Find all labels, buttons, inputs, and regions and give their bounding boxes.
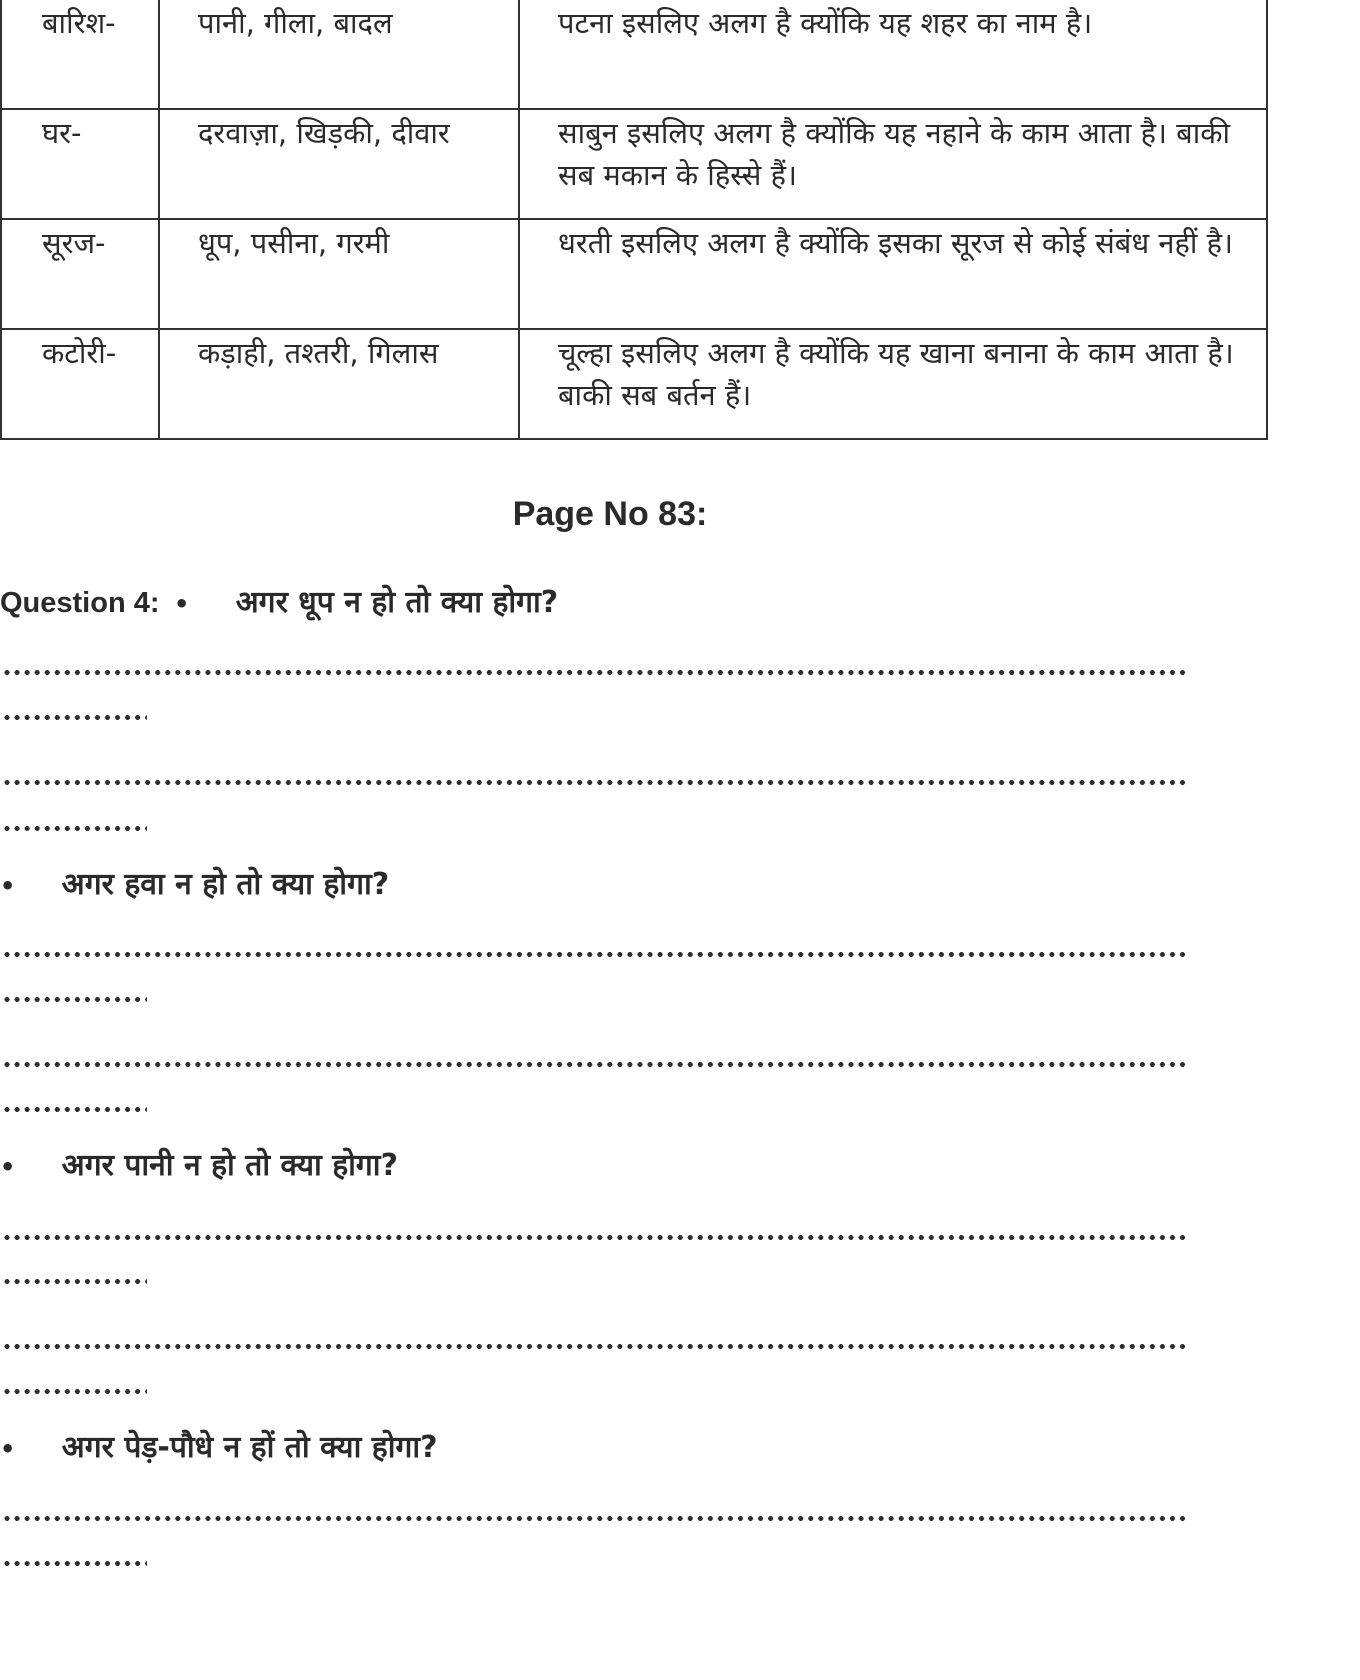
- related-words-cell: [159, 109, 519, 219]
- question-item: [0, 1425, 438, 1466]
- answer-line-continuation[interactable]: [2, 1389, 147, 1394]
- reason-cell: [519, 0, 1267, 109]
- word-text: सूरज-: [42, 226, 106, 260]
- page-heading: Page No 83:: [512, 495, 708, 533]
- odd-one-out-table: [0, 0, 1268, 440]
- reason-text: पटना इसलिए अलग है क्योंकि यह शहर का नाम है।: [558, 6, 1093, 40]
- table-row: [1, 219, 1267, 329]
- related-words-cell: [159, 219, 519, 329]
- answer-line[interactable]: [2, 1062, 1186, 1067]
- reason-cell: [519, 329, 1267, 439]
- answer-line[interactable]: [2, 1516, 1186, 1521]
- table-row: [1, 0, 1267, 109]
- reason-cell: [519, 109, 1267, 219]
- question-item: [0, 1143, 398, 1184]
- question-item: [0, 862, 389, 903]
- related-words-text: दरवाज़ा, खिड़की, दीवार: [198, 116, 450, 150]
- answer-line-continuation[interactable]: [2, 826, 147, 831]
- answer-line[interactable]: [2, 1235, 1186, 1240]
- table-row: [1, 329, 1267, 439]
- bullet-icon: •: [173, 589, 190, 618]
- question-text: अगर पेड़-पौधे न हों तो क्या होगा?: [61, 1430, 438, 1465]
- question-item: [0, 580, 558, 621]
- reason-text: धरती इसलिए अलग है क्योंकि इसका सूरज से कोई संबंध नहीं है।: [558, 226, 1233, 260]
- answer-line[interactable]: [2, 1344, 1186, 1349]
- word-cell: [1, 0, 159, 109]
- answer-line[interactable]: [2, 780, 1186, 785]
- answer-line-continuation[interactable]: [2, 715, 147, 720]
- answer-line-continuation[interactable]: [2, 997, 147, 1002]
- related-words-text: कड़ाही, तश्तरी, गिलास: [198, 336, 439, 370]
- question-text: अगर धूप न हो तो क्या होगा?: [235, 585, 559, 620]
- bullet-icon: •: [0, 1152, 16, 1181]
- related-words-text: पानी, गीला, बादल: [198, 6, 393, 40]
- word-cell: [1, 329, 159, 439]
- question-text: अगर पानी न हो तो क्या होगा?: [61, 1148, 398, 1183]
- related-words-text: धूप, पसीना, गरमी: [198, 226, 390, 260]
- reason-cell: [519, 219, 1267, 329]
- answer-line[interactable]: [2, 670, 1186, 675]
- answer-line-continuation[interactable]: [2, 1561, 147, 1566]
- word-text: बारिश-: [42, 6, 116, 40]
- word-cell: [1, 219, 159, 329]
- bullet-icon: •: [0, 871, 16, 900]
- answer-line[interactable]: [2, 952, 1186, 957]
- answer-line-continuation[interactable]: [2, 1107, 147, 1112]
- word-text: घर-: [42, 116, 82, 150]
- reason-text: चूल्हा इसलिए अलग है क्योंकि यह खाना बनाना के काम आता है। बाकी सब बर्तन हैं।: [558, 336, 1234, 412]
- related-words-cell: [159, 0, 519, 109]
- related-words-cell: [159, 329, 519, 439]
- question-label: Question 4:: [0, 587, 160, 619]
- question-text: अगर हवा न हो तो क्या होगा?: [61, 867, 390, 902]
- bullet-icon: •: [0, 1434, 16, 1463]
- reason-text: साबुन इसलिए अलग है क्योंकि यह नहाने के काम आता है। बाकी सब मकान के हिस्से हैं।: [558, 116, 1231, 192]
- word-text: कटोरी-: [42, 336, 117, 370]
- answer-line-continuation[interactable]: [2, 1279, 147, 1284]
- word-cell: [1, 109, 159, 219]
- table-row: [1, 109, 1267, 219]
